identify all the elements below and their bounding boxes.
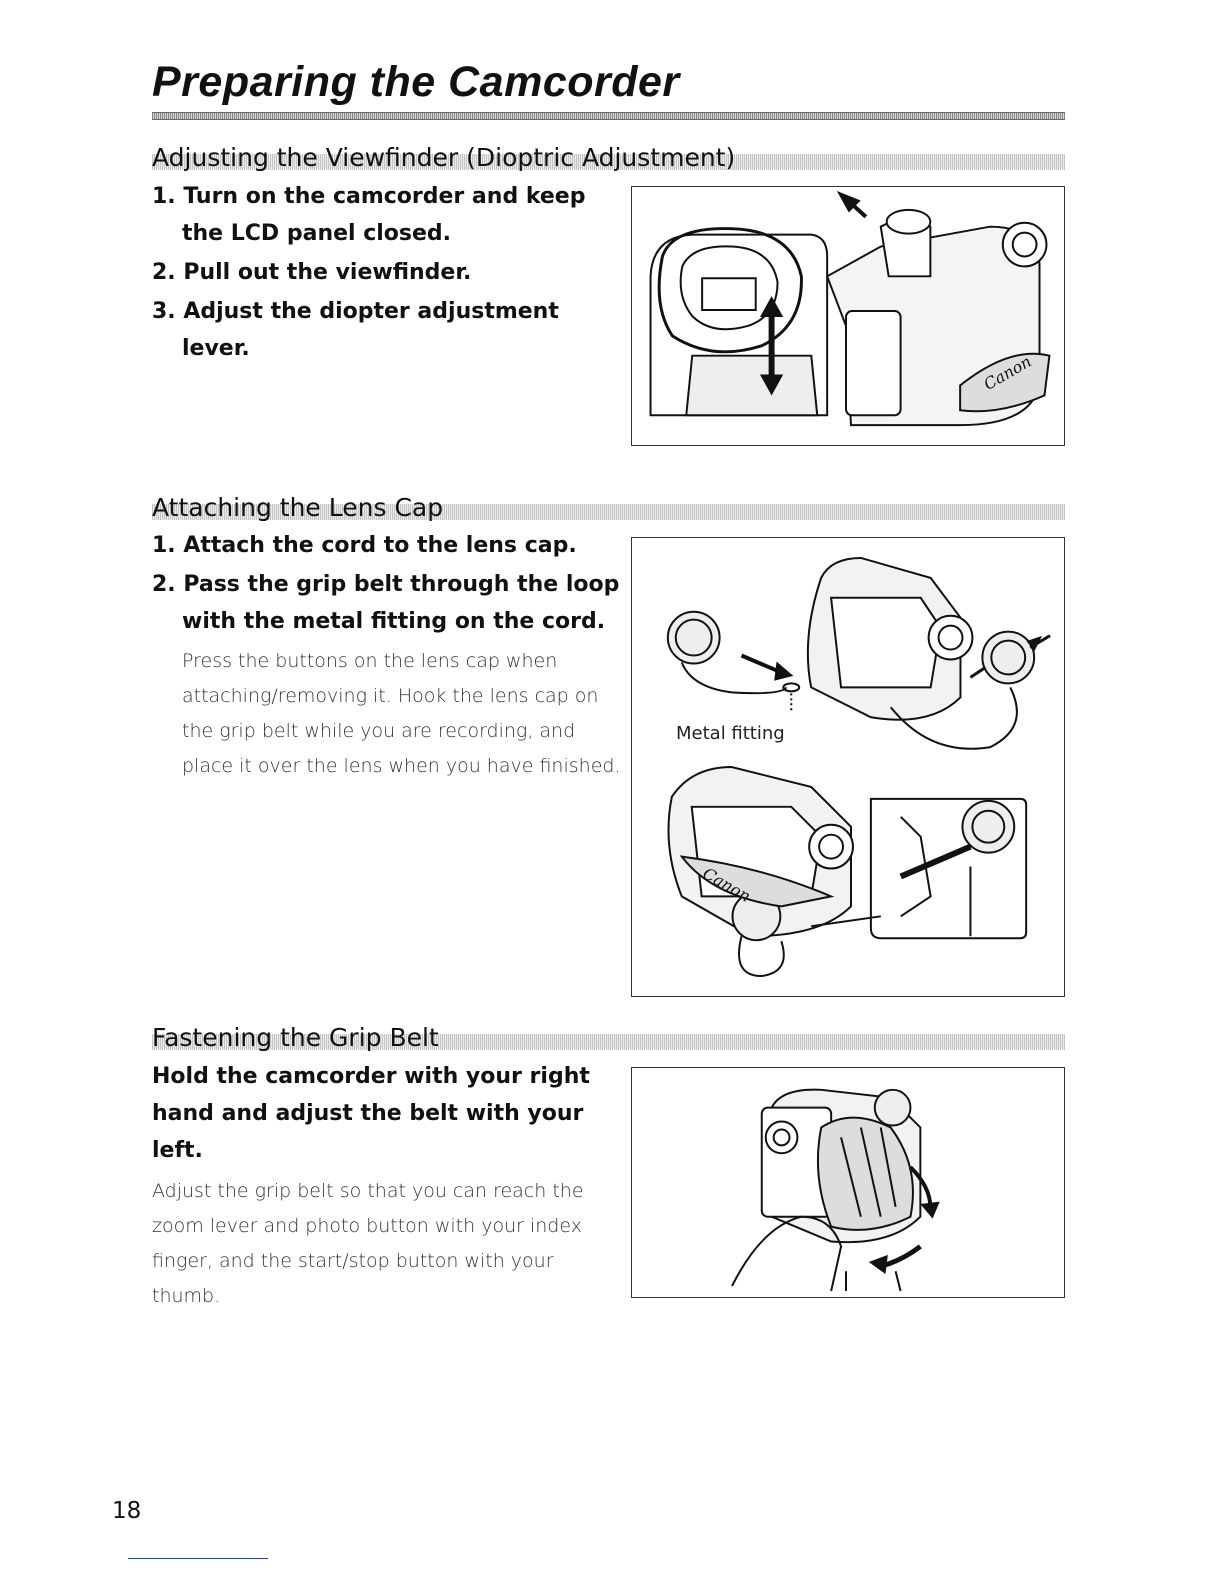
metal-fitting-caption: Metal fitting (676, 723, 785, 744)
lens-cap-step-2: 2. Pass the grip belt through the loop with the metal fitting on the cord. (152, 572, 620, 634)
title-rule (152, 112, 1065, 120)
section-heading-viewfinder: Adjusting the Viewfinder (Dioptric Adjustment) (152, 140, 1065, 176)
viewfinder-illustration (632, 187, 1064, 445)
page-title: Preparing the Camcorder (152, 58, 680, 106)
lens-cap-figure (631, 537, 1065, 997)
lens-cap-illustration (632, 538, 1064, 996)
lens-cap-note: Press the buttons on the lens cap when attaching/removing it. Hook the lens cap on the grip belt while you are recording, and place it over the lens when you have finished. (182, 650, 621, 777)
viewfinder-step-3: 3. Adjust the diopter adjustment lever. (152, 299, 559, 361)
viewfinder-figure (631, 186, 1065, 446)
svg-text:Canon: Canon (699, 863, 754, 906)
viewfinder-steps (152, 178, 622, 369)
lens-cap-step-1: 1. Attach the cord to the lens cap. (152, 533, 577, 558)
svg-text:Canon: Canon (980, 351, 1035, 394)
grip-belt-note: Adjust the grip belt so that you can reach the zoom lever and photo button with your index finger, and the start/stop button with your thumb. (152, 1180, 584, 1307)
section-heading-lens-cap: Attaching the Lens Cap (152, 490, 1065, 526)
section-heading-grip-belt: Fastening the Grip Belt (152, 1020, 1065, 1056)
page-number: 18 (112, 1498, 142, 1524)
grip-belt-figure (631, 1067, 1065, 1298)
viewfinder-step-2: 2. Pull out the viewfinder. (152, 260, 472, 285)
grip-belt-lead: Hold the camcorder with your right hand and adjust the belt with your left. (152, 1064, 590, 1163)
grip-belt-illustration (632, 1068, 1064, 1297)
viewfinder-step-1: 1. Turn on the camcorder and keep the LCD panel closed. (152, 184, 586, 246)
lens-cap-steps (152, 527, 627, 642)
footer-rule (128, 1558, 268, 1559)
